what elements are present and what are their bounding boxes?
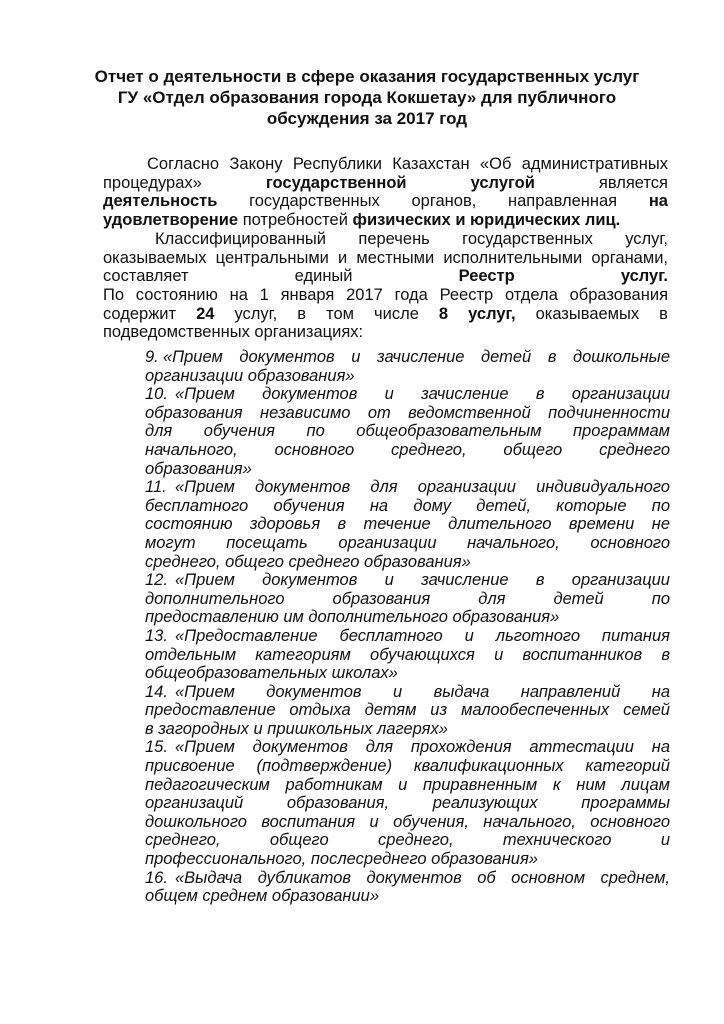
text-span: государственных [249, 192, 380, 211]
intro-line: Классифицированный перечень государственных услуг, [155, 230, 668, 248]
text-span: услуг, [234, 304, 278, 323]
list-item-line: предоставлению им дополнительного образования» [145, 608, 560, 627]
list-item-number: 11. [145, 478, 167, 497]
list-item-line: дополнительного образования для детей по [145, 589, 670, 608]
text-span: оказываемых [535, 304, 640, 323]
text-span: единый [294, 267, 353, 286]
intro-line [103, 211, 668, 230]
list-item-line: организации образования» [145, 366, 355, 385]
intro-paragraph-3 [103, 286, 668, 342]
list-item-number: 9. [145, 348, 159, 366]
list-item-text: «Предоставление бесплатного и льготного питания [175, 626, 670, 645]
intro-line [103, 192, 668, 211]
bold-term: физических и юридических лиц. [352, 210, 621, 229]
list-item-text: «Прием документов для организации индивидуального [175, 478, 670, 497]
intro-line: По состоянию на 1 января 2017 года Реестр отдела образования [103, 286, 668, 304]
list-item-number: 14. [145, 682, 168, 701]
list-item-text: «Прием документов и выдача направлений на [175, 682, 670, 701]
list-item-line [145, 571, 670, 590]
list-item-text-wrap [175, 571, 670, 590]
list-item-number: 16. [145, 868, 168, 887]
list-item-line: общеобразовательных школах» [145, 664, 398, 683]
list-item-text-wrap [175, 478, 670, 497]
intro-line [103, 267, 668, 286]
list-item-number: 15. [145, 738, 168, 757]
text-span: направленная [508, 192, 618, 211]
list-item-text: «Выдача дубликатов документов об основном среднем, [175, 868, 670, 887]
list-item-text: «Прием документов для прохождения аттестации на [175, 738, 670, 757]
bold-number: 8 [438, 304, 449, 323]
list-item-number: 10. [145, 385, 168, 404]
list-item-line: организаций образования, реализующих программы [145, 794, 670, 813]
list-item [145, 348, 670, 385]
list-item-number: 13. [145, 626, 168, 645]
intro-paragraph-1 [103, 155, 668, 229]
list-item-number: 12. [145, 571, 168, 590]
list-item-text-wrap [163, 348, 670, 367]
text-span: органов, [411, 192, 477, 211]
list-item [145, 683, 670, 739]
list-item-line: бесплатного обучения на дому детей, которые по [145, 496, 670, 515]
list-item-line: общем среднем образовании» [145, 887, 380, 906]
list-item-line [145, 348, 670, 367]
list-item-text-wrap [175, 869, 670, 888]
bold-term: услугой [470, 173, 535, 192]
list-item [145, 478, 670, 571]
list-item-line: предоставление отдыха детям из малообеспеченных семей [145, 701, 670, 720]
text-span: процедурах» [103, 173, 202, 192]
list-item-line: дошкольного воспитания и обучения, начального, основного [145, 812, 670, 831]
intro-line: Согласно Закону Республики Казахстан «Об административных [147, 155, 668, 173]
list-item-line: профессионального, послесреднего образования» [145, 850, 538, 869]
list-item-line: образования независимо от ведомственной подчиненности [145, 403, 670, 422]
bold-term: на [648, 192, 668, 211]
list-item-line: состоянию здоровья в течение длительного времени не [145, 515, 670, 534]
list-item-line: присвоение (подтверждение) квалификационных категорий [145, 757, 670, 776]
text-span: в [659, 304, 668, 323]
services-list [145, 348, 670, 906]
list-item-line: для обучения по общеобразовательным программам [145, 422, 670, 441]
text-span: числе [374, 304, 419, 323]
list-item-text: «Прием документов и зачисление детей в дошкольные [163, 348, 670, 366]
list-item-line [145, 869, 670, 888]
text-span: составляет [103, 267, 189, 286]
list-item-text-wrap [175, 683, 670, 702]
text-span: в [297, 304, 307, 323]
intro-line [103, 305, 668, 324]
list-item-line [145, 683, 670, 702]
list-item [145, 385, 670, 478]
list-item-text-wrap [175, 738, 670, 757]
title-line-3: обсуждения за 2017 год [266, 109, 468, 128]
bold-term: государственной [265, 173, 407, 192]
bold-term: удовлетворение [103, 210, 239, 229]
list-item [145, 627, 670, 683]
bold-number: 24 [196, 304, 215, 323]
list-item-text-wrap [175, 385, 670, 404]
text-span: том [326, 304, 354, 323]
document-title [80, 66, 654, 129]
list-item-text-wrap [175, 627, 670, 646]
list-item-line: педагогическим работникам и приравненным к ним лицам [145, 775, 670, 794]
text-span: потребностей [242, 210, 348, 229]
intro-line: оказываемых центральными и местными исполнительными органами, [103, 248, 668, 267]
list-item-line: образования» [145, 459, 252, 478]
bold-term: услуг. [620, 267, 669, 286]
list-item-line [145, 385, 670, 404]
list-item [145, 738, 670, 868]
list-item-line: в загородных и пришкольных лагерях» [145, 719, 448, 738]
intro-paragraph-2 [103, 230, 668, 286]
title-line-2: ГУ «Отдел образования города Кокшетау» для публичного [117, 88, 617, 107]
title-line-1: Отчет о деятельности в сфере оказания государственных услуг [94, 67, 640, 86]
list-item-line: среднего, общего среднего, технического и [145, 831, 670, 850]
list-item-line [145, 627, 670, 646]
list-item-line [145, 478, 670, 497]
list-item-line [145, 738, 670, 757]
list-item-line: могут посещать организации начального, основного [145, 533, 670, 552]
list-item-text: «Прием документов и зачисление в организации [175, 385, 670, 404]
intro-line: подведомственных организациях: [103, 323, 364, 342]
list-item-line: отдельным категориям обучающихся и воспитанников в [145, 645, 670, 664]
bold-term: Реестр [458, 267, 515, 286]
list-item [145, 869, 670, 906]
text-span: содержит [103, 304, 177, 323]
text-span: является [598, 173, 668, 192]
list-item-line: среднего, общего среднего образования» [145, 552, 471, 571]
list-item-text: «Прием документов и зачисление в организации [175, 571, 670, 590]
bold-term: услуг, [468, 304, 516, 323]
list-item-line: начального, основного среднего, общего среднего [145, 440, 670, 459]
list-item [145, 571, 670, 627]
intro-line [103, 174, 668, 193]
bold-term: деятельность [103, 192, 218, 211]
